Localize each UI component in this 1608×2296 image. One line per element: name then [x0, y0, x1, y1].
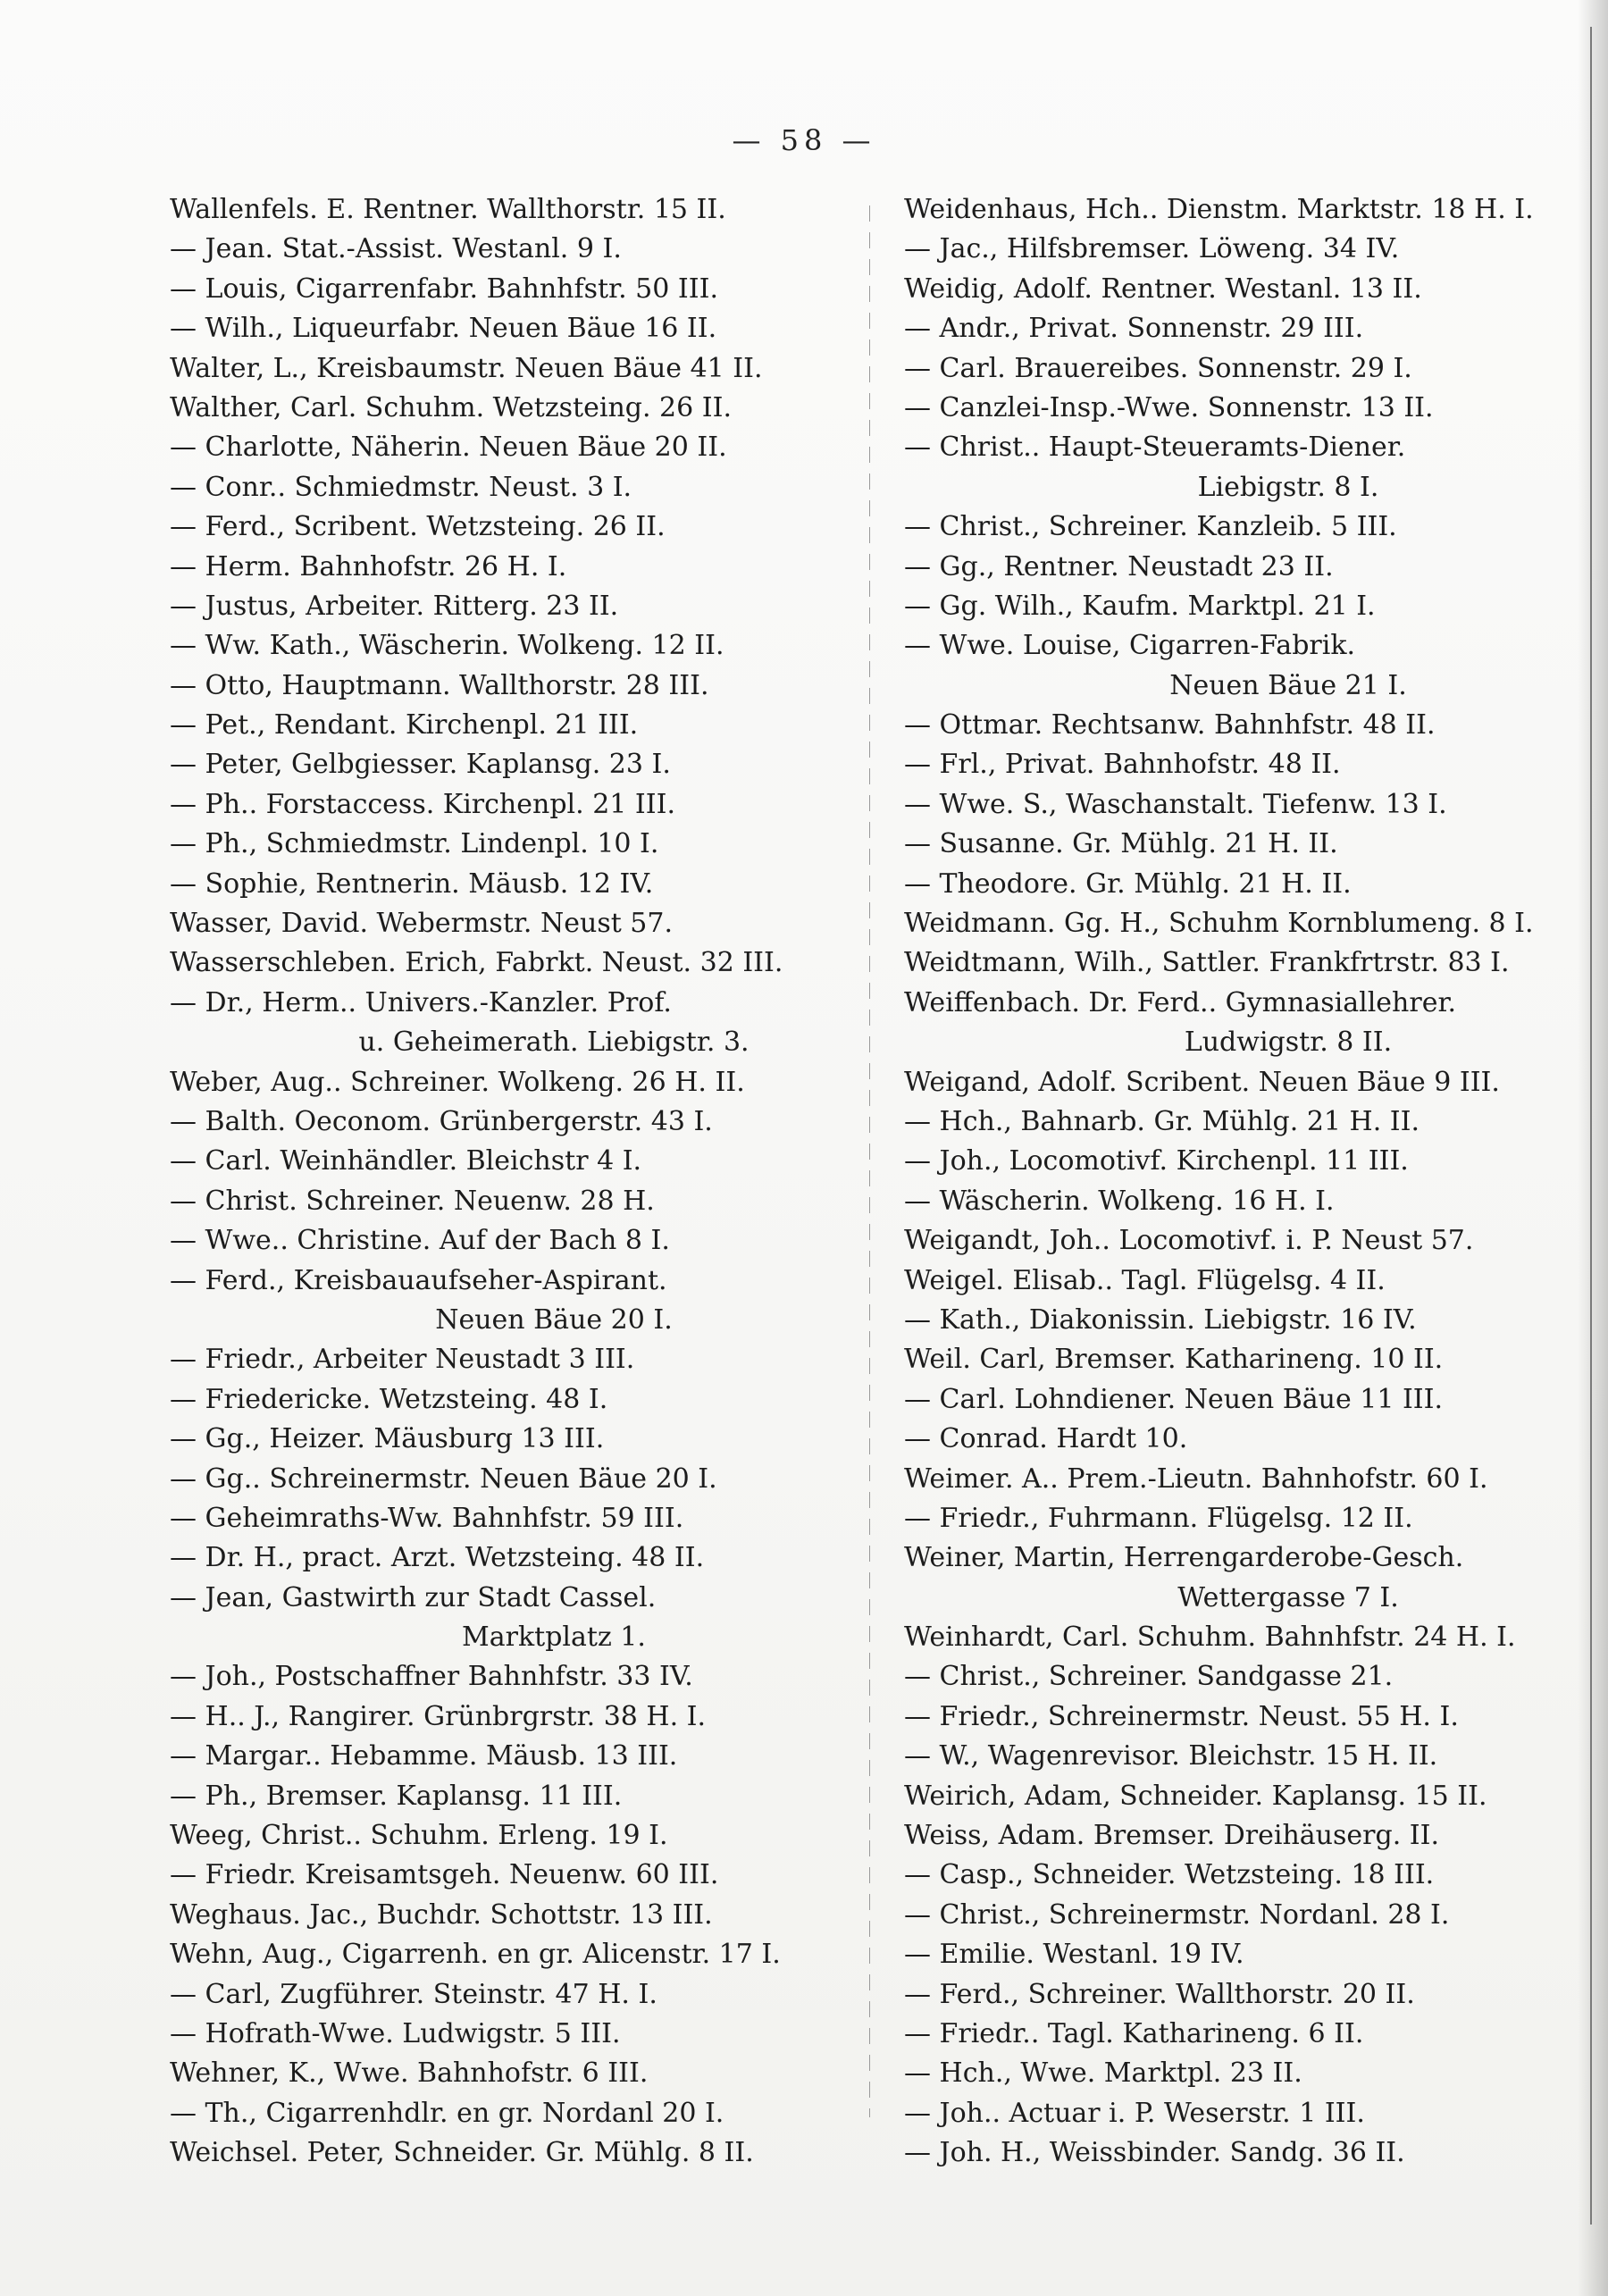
directory-entry: — Geheimraths-Ww. Bahnhfstr. 59 III. [170, 1502, 684, 1534]
directory-entry: — Casp., Schneider. Wetzsteing. 18 III. [904, 1859, 1435, 1891]
directory-entry: — Friedr.. Tagl. Katharineng. 6 II. [904, 2017, 1364, 2049]
directory-entry: Weiss, Adam. Bremser. Dreihäuserg. II. [904, 1820, 1440, 1852]
directory-entry: — Canzlei-Insp.-Wwe. Sonnenstr. 13 II. [904, 391, 1434, 423]
directory-entry: — Carl. Lohndiener. Neuen Bäue 11 III. [904, 1383, 1444, 1415]
directory-entry: Weidenhaus, Hch.. Dienstm. Marktstr. 18 H. I. [904, 194, 1534, 225]
directory-entry: — Wwe.. Christine. Auf der Bach 8 I. [170, 1225, 670, 1257]
directory-entry: — Kath., Diakonissin. Liebigstr. 16 IV. [904, 1303, 1417, 1336]
directory-entry: Weirich, Adam, Schneider. Kaplansg. 15 II. [904, 1780, 1487, 1812]
directory-entry: — Ph., Bremser. Kaplansg. 11 III. [170, 1780, 623, 1812]
directory-entry: — Frl., Privat. Bahnhofstr. 48 II. [904, 749, 1341, 781]
directory-entry: — Jean, Gastwirth zur Stadt Cassel. [170, 1581, 657, 1613]
directory-entry: — Gg., Rentner. Neustadt 23 II. [904, 550, 1334, 582]
directory-entry: Weidig, Adolf. Rentner. Westanl. 13 II. [904, 272, 1422, 305]
directory-entry: Weichsel. Peter, Schneider. Gr. Mühlg. 8 II. [170, 2137, 754, 2169]
directory-entry: Wasserschleben. Erich, Fabrkt. Neust. 32 III. [170, 947, 783, 979]
directory-entry: — Ph., Schmiedmstr. Lindenpl. 10 I. [170, 828, 659, 860]
directory-entry: — Dr., Herm.. Univers.-Kanzler. Prof. [170, 986, 672, 1018]
directory-entry: — Herm. Bahnhofstr. 26 H. I. [170, 550, 567, 582]
directory-entry: — Louis, Cigarrenfabr. Bahnhfstr. 50 III. [170, 272, 718, 305]
directory-entry: Walter, L., Kreisbaumstr. Neuen Bäue 41 II. [170, 352, 763, 384]
directory-entry: — Ottmar. Rechtsanw. Bahnhfstr. 48 II. [904, 709, 1436, 742]
directory-entry: Weeg, Christ.. Schuhm. Erleng. 19 I. [170, 1820, 668, 1852]
directory-entry: — Friedr. Kreisamtsgeh. Neuenw. 60 III. [170, 1859, 719, 1891]
directory-entry: — Justus, Arbeiter. Ritterg. 23 II. [170, 590, 619, 622]
directory-entry: Weidtmann, Wilh., Sattler. Frankfrtrstr. 83 I. [904, 947, 1510, 979]
directory-entry: — Carl. Brauereibes. Sonnenstr. 29 I. [904, 352, 1412, 384]
directory-entry: — Th., Cigarrenhdlr. en gr. Nordanl 20 I. [170, 2097, 724, 2129]
directory-entry: — Friedr., Schreinermstr. Neust. 55 H. I. [904, 1700, 1459, 1732]
right-column [904, 190, 1601, 2174]
directory-entry: — Wilh., Liqueurfabr. Neuen Bäue 16 II. [170, 313, 717, 345]
page-number: — 58 — [732, 123, 876, 157]
directory-entry: — Dr. H., pract. Arzt. Wetzsteing. 48 II. [170, 1542, 705, 1574]
directory-entry: — Hch., Wwe. Marktpl. 23 II. [904, 2057, 1302, 2090]
directory-entry: — Emilie. Westanl. 19 IV. [904, 1939, 1244, 1971]
directory-entry: — Susanne. Gr. Mühlg. 21 H. II. [904, 828, 1338, 860]
directory-entry: — Christ. Schreiner. Neuenw. 28 H. [170, 1185, 655, 1217]
directory-entry: Weinhardt, Carl. Schuhm. Bahnhfstr. 24 H. I. [904, 1621, 1516, 1654]
directory-entry: — Carl. Weinhändler. Bleichstr 4 I. [170, 1145, 642, 1177]
directory-entry: — Andr., Privat. Sonnenstr. 29 III. [904, 313, 1364, 345]
directory-entry-continuation: Liebigstr. 8 I. [1197, 471, 1379, 503]
directory-entry: — Joh., Locomotivf. Kirchenpl. 11 III. [904, 1145, 1409, 1177]
directory-entry: Weiner, Martin, Herrengarderobe-Gesch. [904, 1542, 1464, 1574]
directory-entry: — Joh., Postschaffner Bahnhfstr. 33 IV. [170, 1661, 693, 1693]
directory-entry: — Carl, Zugführer. Steinstr. 47 H. I. [170, 1978, 657, 2010]
directory-entry-continuation: u. Geheimerath. Liebigstr. 3. [358, 1026, 750, 1059]
directory-entry: Weil. Carl, Bremser. Katharineng. 10 II. [904, 1344, 1444, 1376]
directory-entry: — Balth. Oeconom. Grünbergerstr. 43 I. [170, 1105, 713, 1137]
directory-entry: — Wwe. Louise, Cigarren-Fabrik. [904, 630, 1356, 662]
directory-entry: Weidmann. Gg. H., Schuhm Kornblumeng. 8 I. [904, 908, 1534, 940]
directory-entry: Weghaus. Jac., Buchdr. Schottstr. 13 III. [170, 1898, 713, 1931]
directory-entry: Weber, Aug.. Schreiner. Wolkeng. 26 H. II. [170, 1066, 745, 1098]
directory-entry: — Friedr., Arbeiter Neustadt 3 III. [170, 1344, 635, 1376]
directory-entry: — Jac., Hilfsbremser. Löweng. 34 IV. [904, 233, 1400, 265]
directory-entry: — Christ., Schreiner. Sandgasse 21. [904, 1661, 1394, 1693]
directory-entry: Wallenfels. E. Rentner. Wallthorstr. 15 II. [170, 194, 726, 225]
directory-entry: — Peter, Gelbgiesser. Kaplansg. 23 I. [170, 749, 671, 781]
page-edge-line [1583, 27, 1592, 2225]
directory-entry: — Ferd., Scribent. Wetzsteing. 26 II. [170, 511, 666, 543]
directory-entry: — Gg.. Schreinermstr. Neuen Bäue 20 I. [170, 1462, 717, 1495]
directory-entry: — Christ., Schreinermstr. Nordanl. 28 I. [904, 1898, 1450, 1931]
directory-entry: — Gg. Wilh., Kaufm. Marktpl. 21 I. [904, 590, 1376, 622]
directory-entry: — Wwe. S., Waschanstalt. Tiefenw. 13 I. [904, 788, 1447, 820]
directory-entry: — Christ.. Haupt-Steueramts-Diener. [904, 432, 1406, 464]
directory-entry: — Ferd., Schreiner. Wallthorstr. 20 II. [904, 1978, 1415, 2010]
directory-entry: Weigand, Adolf. Scribent. Neuen Bäue 9 III. [904, 1066, 1500, 1098]
directory-entry: — W., Wagenrevisor. Bleichstr. 15 H. II. [904, 1740, 1438, 1772]
directory-entry: — Joh. H., Weissbinder. Sandg. 36 II. [904, 2137, 1405, 2169]
directory-entry: Weigel. Elisab.. Tagl. Flügelsg. 4 II. [904, 1264, 1386, 1296]
directory-entry: — Hch., Bahnarb. Gr. Mühlg. 21 H. II. [904, 1105, 1420, 1137]
directory-entry: — Charlotte, Näherin. Neuen Bäue 20 II. [170, 432, 727, 464]
directory-entry: — Christ., Schreiner. Kanzleib. 5 III. [904, 511, 1397, 543]
directory-entry: — Conrad. Hardt 10. [904, 1423, 1188, 1455]
directory-entry: — Hofrath-Wwe. Ludwigstr. 5 III. [170, 2017, 621, 2049]
directory-entry: — Theodore. Gr. Mühlg. 21 H. II. [904, 867, 1352, 900]
directory-entry-continuation: Wettergasse 7 I. [1177, 1581, 1399, 1613]
directory-entry: — Friedr., Fuhrmann. Flügelsg. 12 II. [904, 1502, 1413, 1534]
directory-entry: — Wäscherin. Wolkeng. 16 H. I. [904, 1185, 1335, 1217]
directory-entry: Walther, Carl. Schuhm. Wetzsteing. 26 II. [170, 391, 732, 423]
directory-entry: Weimer. A.. Prem.-Lieutn. Bahnhofstr. 60 I. [904, 1462, 1488, 1495]
directory-entry: Weigandt, Joh.. Locomotivf. i. P. Neust 57. [904, 1225, 1474, 1257]
directory-entry-continuation: Neuen Bäue 20 I. [435, 1303, 673, 1336]
directory-entry: — Gg., Heizer. Mäusburg 13 III. [170, 1423, 605, 1455]
directory-entry: — Sophie, Rentnerin. Mäusb. 12 IV. [170, 867, 654, 900]
directory-entry: — Friedericke. Wetzsteing. 48 I. [170, 1383, 608, 1415]
directory-entry-continuation: Marktplatz 1. [462, 1621, 646, 1654]
directory-entry: — Pet., Rendant. Kirchenpl. 21 III. [170, 709, 639, 742]
directory-entry-continuation: Neuen Bäue 21 I. [1169, 669, 1407, 701]
directory-entry: — Conr.. Schmiedmstr. Neust. 3 I. [170, 471, 632, 503]
directory-entry: — Jean. Stat.-Assist. Westanl. 9 I. [170, 233, 622, 265]
directory-entry: — Joh.. Actuar i. P. Weserstr. 1 III. [904, 2097, 1365, 2129]
directory-entry: Wehn, Aug., Cigarrenh. en gr. Alicenstr. 17 I. [170, 1939, 781, 1971]
left-column [170, 190, 867, 2174]
directory-entry: Wasser, David. Webermstr. Neust 57. [170, 908, 674, 940]
directory-entry: — Ferd., Kreisbauaufseher-Aspirant. [170, 1264, 667, 1296]
directory-entry-continuation: Ludwigstr. 8 II. [1184, 1026, 1393, 1059]
directory-entry: — Ph.. Forstaccess. Kirchenpl. 21 III. [170, 788, 676, 820]
directory-entry: Wehner, K., Wwe. Bahnhofstr. 6 III. [170, 2057, 649, 2090]
column-divider [869, 205, 870, 2117]
directory-entry: — Margar.. Hebamme. Mäusb. 13 III. [170, 1740, 678, 1772]
directory-entry: — Otto, Hauptmann. Wallthorstr. 28 III. [170, 669, 709, 701]
directory-entry: — H.. J., Rangirer. Grünbrgrstr. 38 H. I. [170, 1700, 707, 1732]
directory-entry: — Ww. Kath., Wäscherin. Wolkeng. 12 II. [170, 630, 724, 662]
directory-entry: Weiffenbach. Dr. Ferd.. Gymnasiallehrer. [904, 986, 1457, 1018]
